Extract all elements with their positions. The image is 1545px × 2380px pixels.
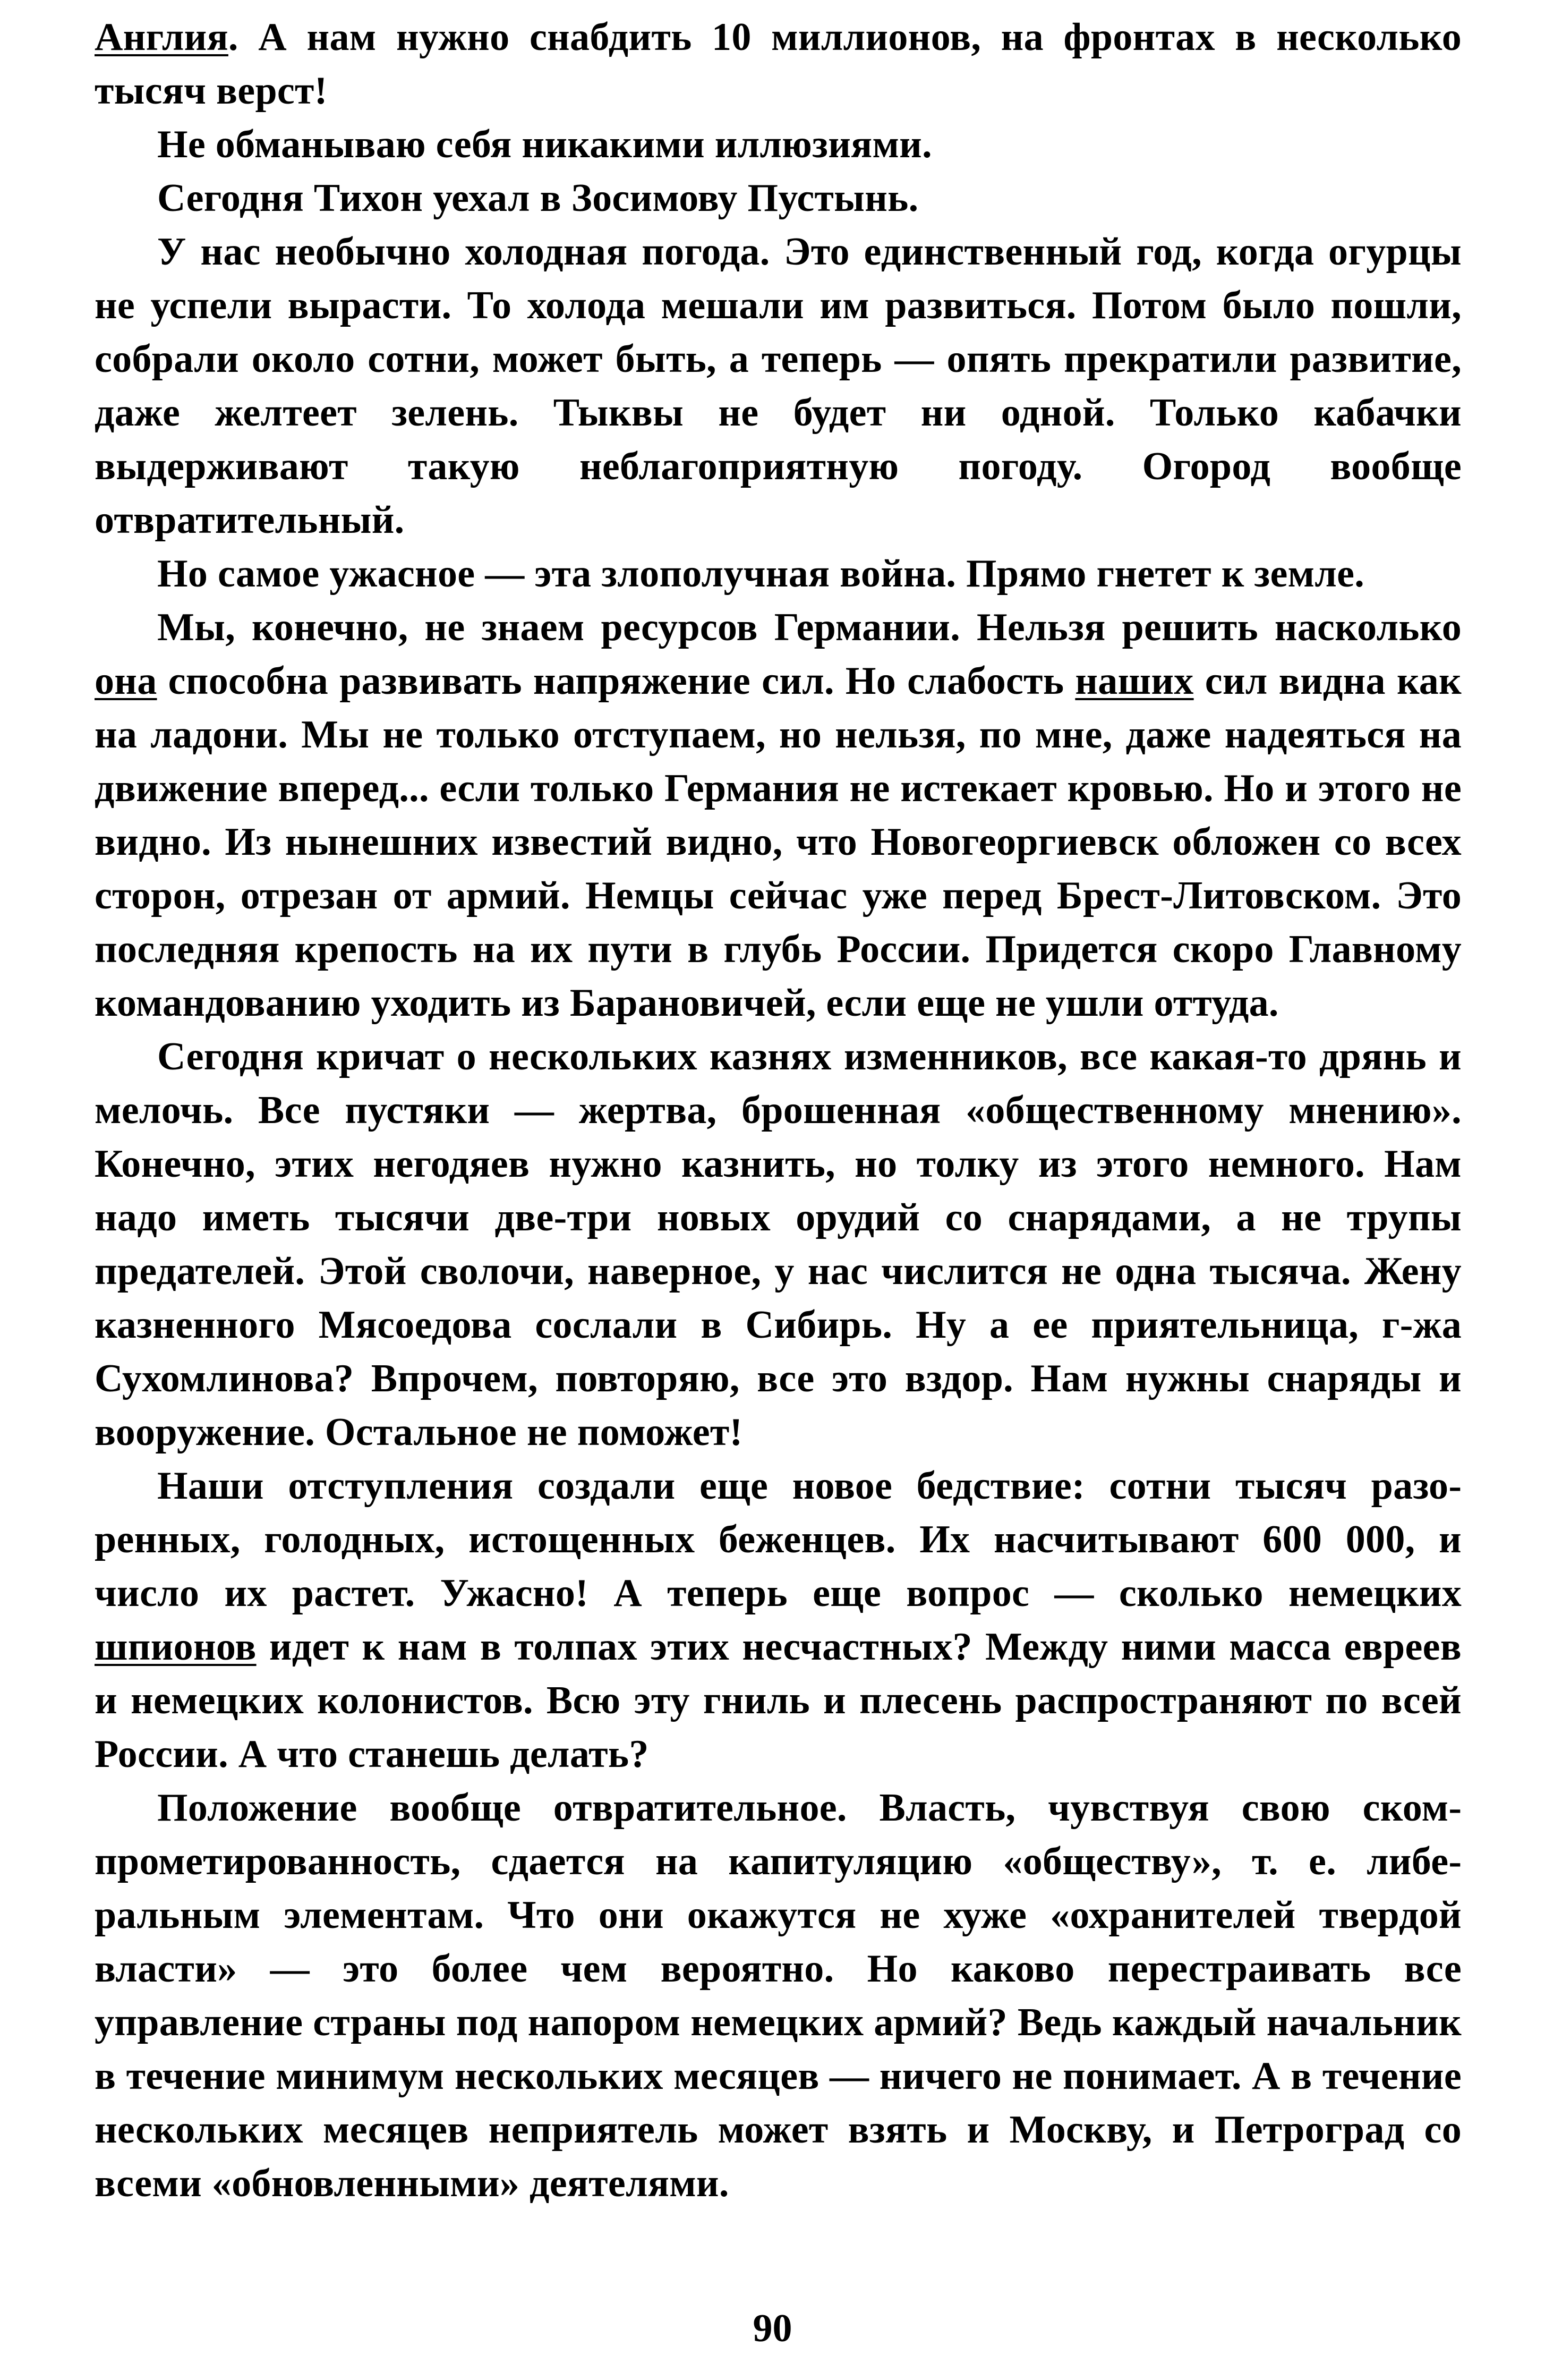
text-segment: Сегодня Тихон уехал в Зосимову Пустынь. xyxy=(157,176,919,220)
paragraph-4 xyxy=(95,225,1462,547)
text-segment: способна развивать напряжение сил. Но слабость xyxy=(157,659,1075,703)
paragraph-1 xyxy=(95,11,1462,118)
text-segment: Не обманываю себя никакими иллюзиями. xyxy=(157,123,932,166)
text-segment: Сегодня кричат о нескольких казнях изменников, все какая-то дрянь и мелочь. Все пустяки — жертва, брошенная «общественному мнению». Конечно, этих негодяев нужно казнить, но толку из этого немного. Нам надо иметь тысячи две-три новых орудий со снарядами, а не трупы предателей. Этой сволочи, наверное, у нас числится не одна тысяча. Жену казненного Мясоедова сослали в Сибирь. Ну а ее приятельница, г-жа Сухомлинова? Впрочем, повторяю, все это вздор. Нам нужны снаряды и вооружение. Остальное не поможет! xyxy=(95,1035,1462,1454)
underlined-word: Англия xyxy=(95,15,228,59)
text-column xyxy=(95,11,1462,2211)
paragraph-7 xyxy=(95,1030,1462,1459)
text-segment: У нас необычно холодная погода. Это единственный год, когда огурцы не успели вырасти. То холода мешали им развиться. Потом было пошли, собрали около сотни, может быть, а теперь — опять прекратили развитие, даже желтеет зелень. Тыквы не будет ни одной. Только кабачки выдерживают такую неблагоприятную погоду. Огород вообще отвратительный. xyxy=(95,230,1462,542)
underlined-word: наших xyxy=(1075,659,1194,703)
paragraph-9 xyxy=(95,1781,1462,2211)
text-segment: Наши отступления создали еще новое бедствие: сотни тысяч разоренных, голодных, истощенных беженцев. Их насчитывают 600 000, и число их растет. Ужасно! А теперь еще вопрос — сколько немецких xyxy=(95,1464,1462,1615)
paragraph-3 xyxy=(95,172,1462,225)
text-segment: идет к нам в толпах этих несчастных? Между ними масса евреев и немецких колонистов. Всю эту гниль и плесень распространяют по всей России. А что станешь делать? xyxy=(95,1625,1462,1776)
paragraph-8 xyxy=(95,1459,1462,1781)
text-segment: сил видна как на ладони. Мы не только отступаем, но нельзя, по мне, даже надеяться на движение вперед... если только Германия не истекает кровью. Но и этого не видно. Из нынешних известий видно, что Новогеоргиевск обложен со всех сторон, отрезан от армий. Немцы сейчас уже перед Брест-Литовском. Это последняя крепость на их пути в глубь России. Придется скоро Главному командованию уходить из Барановичей, если еще не ушли оттуда. xyxy=(95,659,1462,1025)
text-segment: Мы, конечно, не знаем ресурсов Германии. Нельзя решить насколько xyxy=(157,606,1462,649)
page-number: 90 xyxy=(753,2307,792,2350)
text-segment: Положение вообще отвратительное. Власть, чувствуя свою скомпрометированность, сдается на капитуляцию «обществу», т. е. либеральным элементам. Что они окажутся не хуже «охранителей твердой власти» — это более чем вероятно. Но каково перестраивать все управление страны под напором немецких армий? Ведь каждый начальник в течение минимум нескольких месяцев — ничего не понимает. А в течение нескольких месяцев неприятель может взять и Москву, и Петроград со всеми «обновленными» деятелями. xyxy=(95,1786,1462,2205)
underlined-word: она xyxy=(95,659,157,703)
underlined-word: шпионов xyxy=(95,1625,257,1669)
paragraph-2 xyxy=(95,118,1462,172)
paragraph-5 xyxy=(95,547,1462,601)
text-segment: . А нам нужно снабдить 10 миллионов, на фронтах в несколько тысяч верст! xyxy=(95,15,1462,113)
paragraph-6 xyxy=(95,601,1462,1030)
text-segment: Но самое ужасное — эта злополучная война. Прямо гнетет к земле. xyxy=(157,552,1365,596)
